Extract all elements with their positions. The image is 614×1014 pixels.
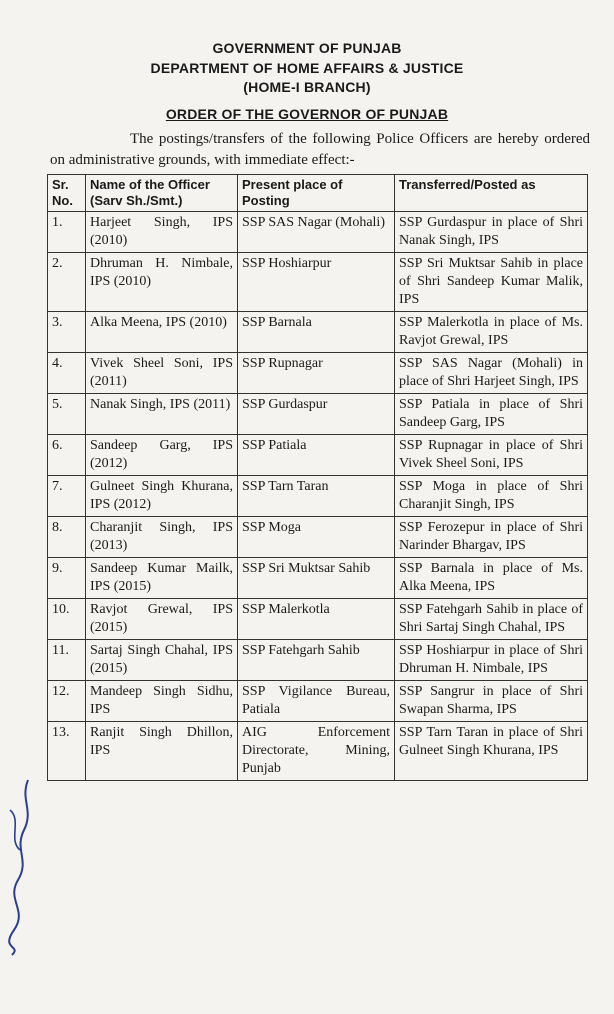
row-present-posting: SSP Vigilance Bureau, Patiala — [238, 681, 395, 722]
table-row — [48, 681, 588, 722]
table-row — [48, 517, 588, 558]
row-transferred-posted: SSP Rupnagar in place of Shri Vivek Sheel Soni, IPS — [395, 435, 588, 476]
row-officer-name: Sandeep Garg, IPS (2012) — [86, 435, 238, 476]
row-present-posting: SSP SAS Nagar (Mohali) — [238, 212, 395, 253]
column-header-posted: Transferred/Posted as — [395, 175, 588, 212]
row-officer-name: Nanak Singh, IPS (2011) — [86, 394, 238, 435]
row-sr-number: 10. — [48, 599, 86, 640]
intro-paragraph: The postings/transfers of the following Police Officers are hereby ordered on administrative grounds, with immediate effect:- — [50, 131, 590, 168]
row-transferred-posted: SSP Fatehgarh Sahib in place of Shri Sartaj Singh Chahal, IPS — [395, 599, 588, 640]
row-transferred-posted: SSP Barnala in place of Ms. Alka Meena, IPS — [395, 558, 588, 599]
row-present-posting: SSP Malerkotla — [238, 599, 395, 640]
row-transferred-posted: SSP Malerkotla in place of Ms. Ravjot Grewal, IPS — [395, 312, 588, 353]
row-transferred-posted: SSP Gurdaspur in place of Shri Nanak Singh, IPS — [395, 212, 588, 253]
table-header-row — [48, 175, 588, 212]
row-transferred-posted: SSP SAS Nagar (Mohali) in place of Shri Harjeet Singh, IPS — [395, 353, 588, 394]
row-sr-number: 11. — [48, 640, 86, 681]
header-department: DEPARTMENT OF HOME AFFAIRS & JUSTICE — [150, 60, 464, 76]
row-transferred-posted: SSP Sri Muktsar Sahib in place of Shri Sandeep Kumar Malik, IPS — [395, 253, 588, 312]
table-row — [48, 476, 588, 517]
table-row — [48, 253, 588, 312]
row-sr-number: 3. — [48, 312, 86, 353]
row-sr-number: 7. — [48, 476, 86, 517]
column-header-sr: Sr. No. — [48, 175, 86, 212]
header-branch: (HOME-I BRANCH) — [243, 79, 371, 95]
row-officer-name: Gulneet Singh Khurana, IPS (2012) — [86, 476, 238, 517]
table-row — [48, 640, 588, 681]
row-present-posting: SSP Barnala — [238, 312, 395, 353]
row-present-posting: SSP Tarn Taran — [238, 476, 395, 517]
row-sr-number: 9. — [48, 558, 86, 599]
row-sr-number: 13. — [48, 722, 86, 781]
row-sr-number: 2. — [48, 253, 86, 312]
table-row — [48, 722, 588, 781]
table-row — [48, 558, 588, 599]
row-present-posting: SSP Fatehgarh Sahib — [238, 640, 395, 681]
row-sr-number: 1. — [48, 212, 86, 253]
row-sr-number: 8. — [48, 517, 86, 558]
row-sr-number: 5. — [48, 394, 86, 435]
row-officer-name: Sandeep Kumar Mailk, IPS (2015) — [86, 558, 238, 599]
column-header-name: Name of the Officer (Sarv Sh./Smt.) — [86, 175, 238, 212]
order-title: ORDER OF THE GOVERNOR OF PUNJAB — [165, 106, 449, 122]
row-present-posting: SSP Patiala — [238, 435, 395, 476]
signature-image — [0, 770, 40, 960]
row-officer-name: Harjeet Singh, IPS (2010) — [86, 212, 238, 253]
row-present-posting: SSP Hoshiarpur — [238, 253, 395, 312]
table-row — [48, 599, 588, 640]
row-sr-number: 6. — [48, 435, 86, 476]
row-officer-name: Mandeep Singh Sidhu, IPS — [86, 681, 238, 722]
row-transferred-posted: SSP Moga in place of Shri Charanjit Singh, IPS — [395, 476, 588, 517]
row-present-posting: AIG Enforcement Directorate, Mining, Punjab — [238, 722, 395, 781]
row-officer-name: Ravjot Grewal, IPS (2015) — [86, 599, 238, 640]
row-officer-name: Alka Meena, IPS (2010) — [86, 312, 238, 353]
table-row — [48, 212, 588, 253]
row-present-posting: SSP Sri Muktsar Sahib — [238, 558, 395, 599]
row-officer-name: Vivek Sheel Soni, IPS (2011) — [86, 353, 238, 394]
table-row — [48, 394, 588, 435]
row-officer-name: Sartaj Singh Chahal, IPS (2015) — [86, 640, 238, 681]
postings-table — [47, 174, 588, 781]
table-row — [48, 435, 588, 476]
row-present-posting: SSP Moga — [238, 517, 395, 558]
row-officer-name: Dhruman H. Nimbale, IPS (2010) — [86, 253, 238, 312]
column-header-present: Present place of Posting — [238, 175, 395, 212]
table-row — [48, 312, 588, 353]
row-officer-name: Charanjit Singh, IPS (2013) — [86, 517, 238, 558]
row-sr-number: 12. — [48, 681, 86, 722]
row-transferred-posted: SSP Ferozepur in place of Shri Narinder Bhargav, IPS — [395, 517, 588, 558]
header-government: GOVERNMENT OF PUNJAB — [212, 40, 402, 56]
row-sr-number: 4. — [48, 353, 86, 394]
row-transferred-posted: SSP Patiala in place of Shri Sandeep Garg, IPS — [395, 394, 588, 435]
row-transferred-posted: SSP Hoshiarpur in place of Shri Dhruman H. Nimbale, IPS — [395, 640, 588, 681]
row-transferred-posted: SSP Tarn Taran in place of Shri Gulneet Singh Khurana, IPS — [395, 722, 588, 781]
table-row — [48, 353, 588, 394]
row-officer-name: Ranjit Singh Dhillon, IPS — [86, 722, 238, 781]
row-transferred-posted: SSP Sangrur in place of Shri Swapan Sharma, IPS — [395, 681, 588, 722]
row-present-posting: SSP Gurdaspur — [238, 394, 395, 435]
row-present-posting: SSP Rupnagar — [238, 353, 395, 394]
